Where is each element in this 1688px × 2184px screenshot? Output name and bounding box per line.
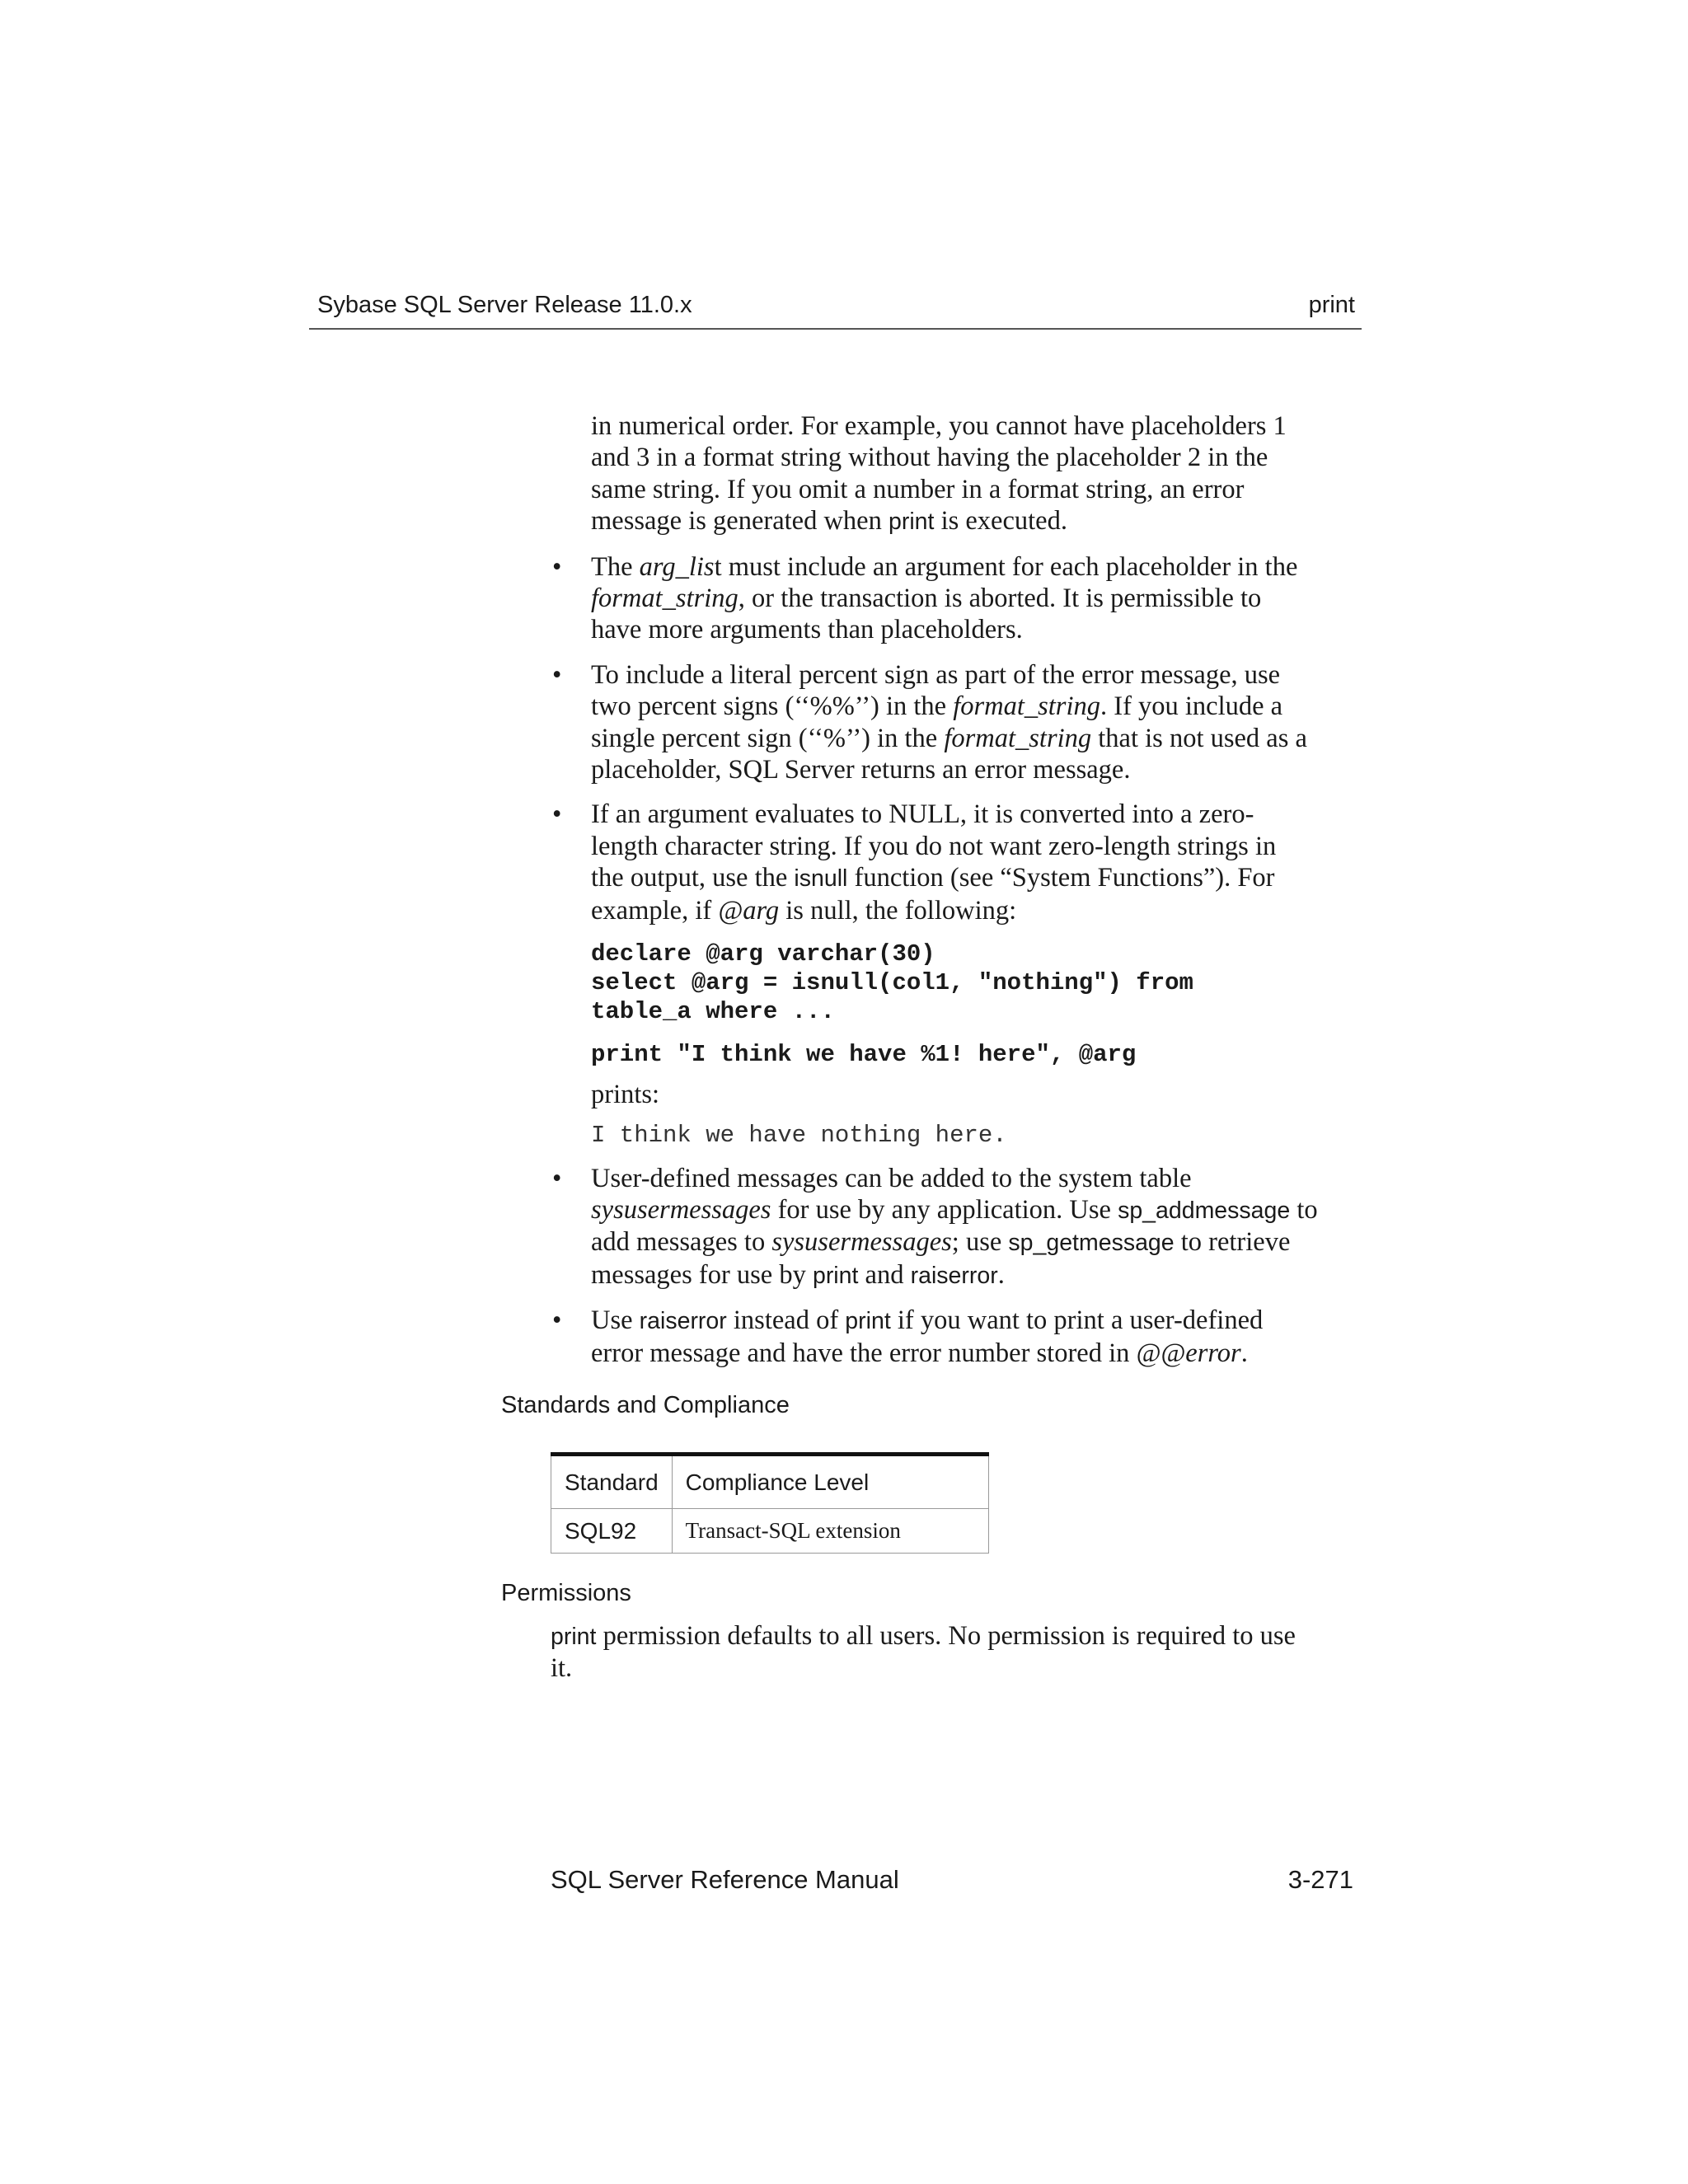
command-name: sp_getmessage	[1008, 1230, 1175, 1257]
cell-compliance-level: Transact-SQL extension	[672, 1509, 988, 1554]
list-item: • Use raiserror instead of print if you want to print a user-defined error message and have the error number stored in @@error.	[552, 1305, 1264, 1368]
bullet-icon: •	[552, 1305, 562, 1336]
standards-heading: Standards and Compliance	[501, 1392, 790, 1418]
table-header-row	[551, 1455, 989, 1509]
cell-standard: SQL92	[551, 1509, 673, 1554]
permissions-text: print permission defaults to all users. No permission is required to use it.	[551, 1621, 1296, 1684]
list-item: • The arg_list must include an argument for each placeholder in the format_string, or the transaction is aborted. It is permissible to have more arguments than placeholders.	[552, 551, 1298, 645]
command-name: print	[812, 1262, 859, 1289]
list-item: • To include a literal percent sign as part of the error message, use two percent signs (‘‘%%’’) in the format_string. If you include a single percent sign (‘‘%’’) in the format_string that is not used as a placeholder, SQL Server returns an error message.	[552, 659, 1307, 785]
command-name: isnull	[794, 865, 848, 893]
code-line: select @arg = isnull(col1, "nothing") from	[591, 969, 1193, 997]
code-output: I think we have nothing here.	[591, 1121, 1007, 1149]
permissions-heading: Permissions	[501, 1580, 631, 1606]
intro-paragraph: in numerical order. For example, you cannot have placeholders 1 and 3 in a format string without having the placeholder 2 in the same string. If you omit a number in a format string, an error message is generated when print is executed.	[591, 411, 1287, 537]
bullet-icon: •	[552, 799, 562, 830]
header-section: print	[1308, 292, 1355, 318]
code-line: print "I think we have %1! here", @arg	[591, 1041, 1137, 1069]
command-name: raiserror	[910, 1262, 998, 1289]
header-title: Sybase SQL Server Release 11.0.x	[317, 292, 692, 318]
compliance-table	[551, 1452, 989, 1554]
running-header	[317, 290, 1360, 320]
command-name: print	[845, 1308, 891, 1335]
prints-label: prints:	[591, 1080, 660, 1110]
code-example	[591, 940, 1382, 1069]
bullet-list	[552, 551, 1382, 1369]
column-header-compliance-level: Compliance Level	[672, 1455, 988, 1509]
bullet-icon: •	[552, 1163, 562, 1193]
command-name: sp_addmessage	[1118, 1197, 1291, 1224]
header-rule	[309, 328, 1362, 330]
list-item: • User-defined messages can be added to the system table sysusermessages for use by any application. Use sp_addmessage to add messages to sysusermessages; use sp_getmessage to retrieve messages for use by print and raiserror.	[552, 1163, 1318, 1290]
code-line: declare @arg varchar(30)	[591, 940, 935, 968]
table-row	[551, 1509, 989, 1554]
page-number: 3-271	[1287, 1865, 1353, 1894]
code-line: table_a where ...	[591, 998, 835, 1026]
command-name: print	[888, 509, 935, 536]
command-name: raiserror	[639, 1308, 727, 1335]
list-item: • If an argument evaluates to NULL, it is converted into a zero- length character string. If you do not want zero-length strings in the output, use the isnull function (see “System Functions”). For example, if @arg is null, the following: declare @arg varchar(30) select @arg = isnull(col1, "nothing") from table_a where ... print "I think we have %1! here", @arg prints: I think we have nothing here.	[591, 799, 1382, 1149]
bullet-icon: •	[552, 551, 562, 582]
column-header-standard: Standard	[551, 1455, 673, 1509]
footer-title: SQL Server Reference Manual	[551, 1865, 899, 1894]
command-name: print	[551, 1624, 597, 1650]
running-footer	[551, 1864, 1353, 1896]
body-text	[552, 410, 1382, 1382]
bullet-icon: •	[552, 659, 562, 690]
